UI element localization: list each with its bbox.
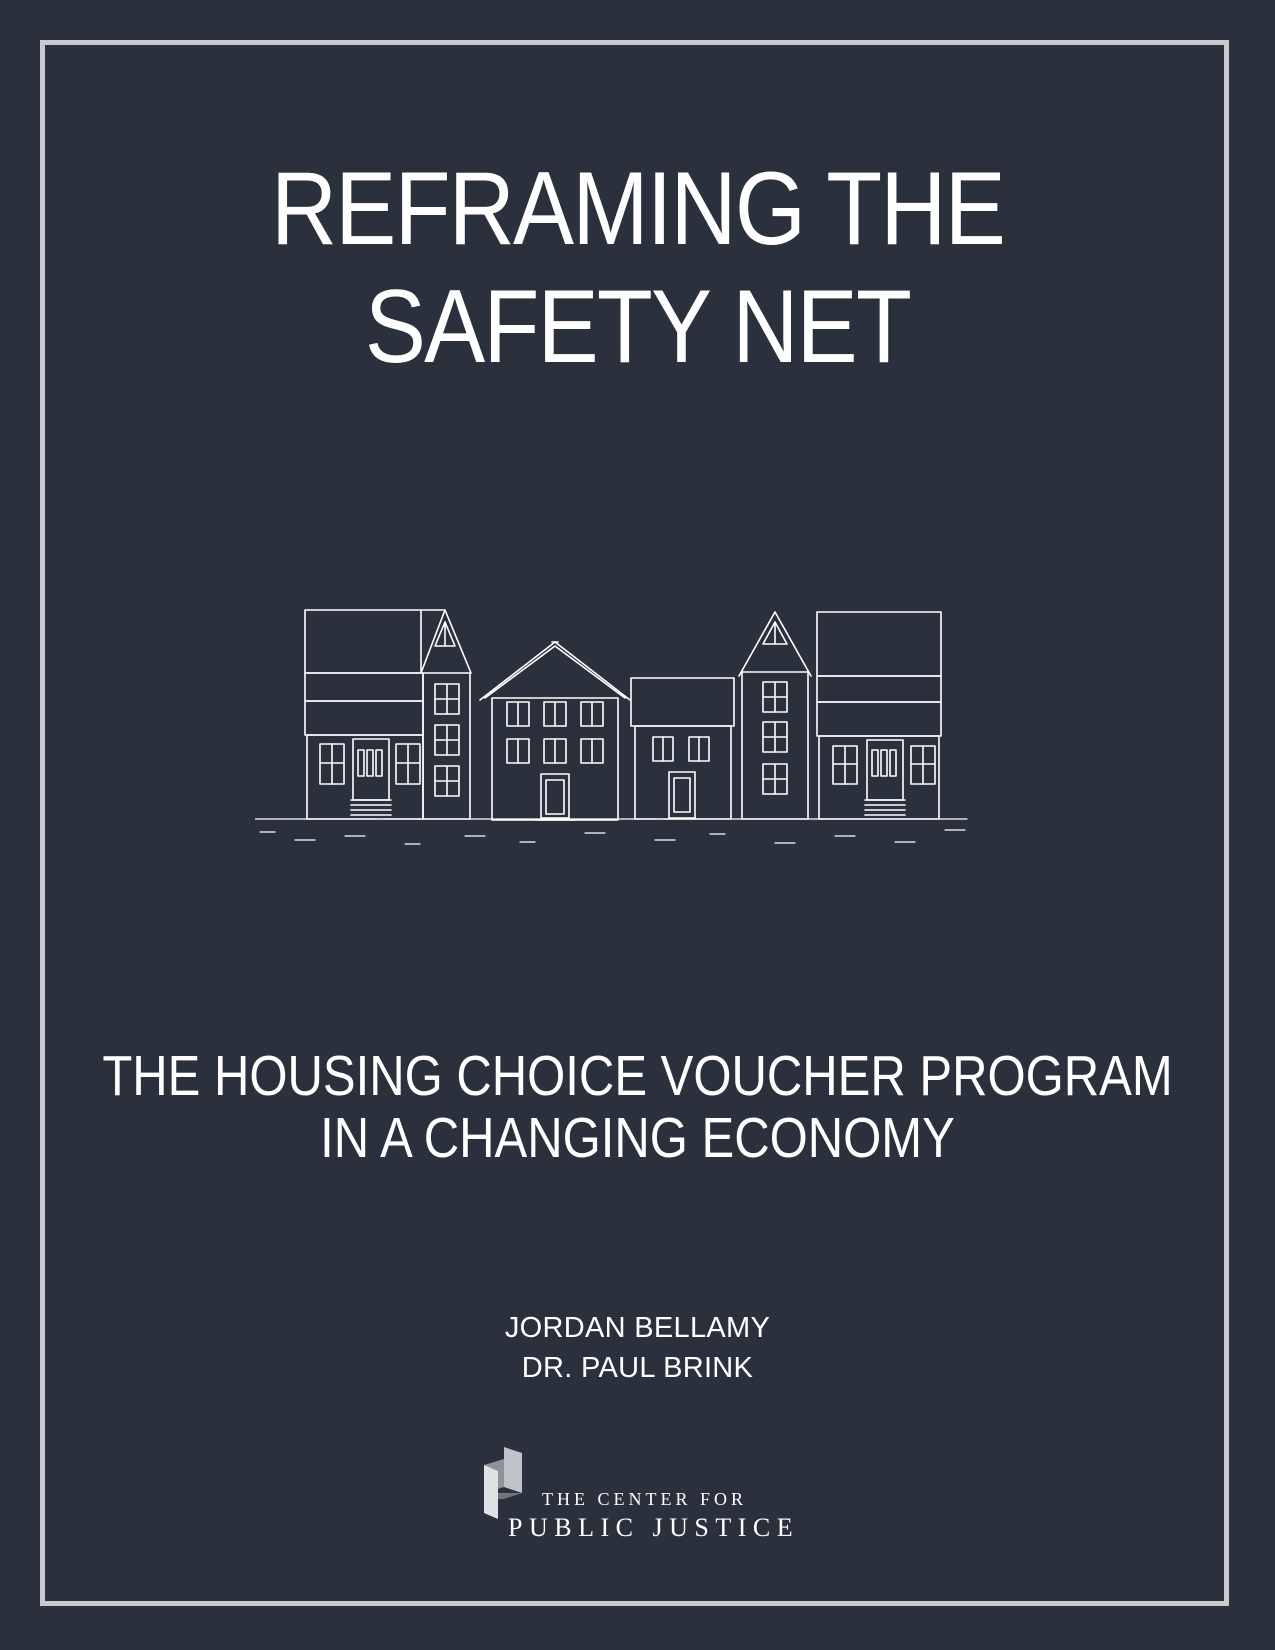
house-4 (739, 612, 811, 819)
publisher-name-line-1: THE CENTER FOR (542, 1489, 748, 1509)
author-name: JORDAN BELLAMY (504, 1312, 771, 1344)
title-line-2: SAFETY NET (364, 269, 911, 385)
house-5 (817, 612, 941, 819)
row-of-houses-illustration (255, 600, 1025, 880)
subtitle-line-2: IN A CHANGING ECONOMY (320, 1106, 955, 1170)
title-line-1: REFRAMING THE (270, 151, 1005, 267)
author-list (0, 1308, 1275, 1388)
cpj-folded-p-logo-icon (480, 1447, 526, 1519)
cover-title (77, 150, 1199, 386)
house-3 (631, 678, 734, 819)
ground-lines (255, 819, 967, 844)
cover-subtitle (89, 1045, 1186, 1169)
subtitle-line-1: THE HOUSING CHOICE VOUCHER PROGRAM (102, 1044, 1173, 1108)
publisher-logo (480, 1447, 810, 1547)
house-1 (305, 610, 471, 819)
house-2 (480, 642, 630, 820)
author-name: DR. PAUL BRINK (521, 1352, 754, 1384)
publisher-name-line-2: PUBLIC JUSTICE (508, 1513, 800, 1542)
